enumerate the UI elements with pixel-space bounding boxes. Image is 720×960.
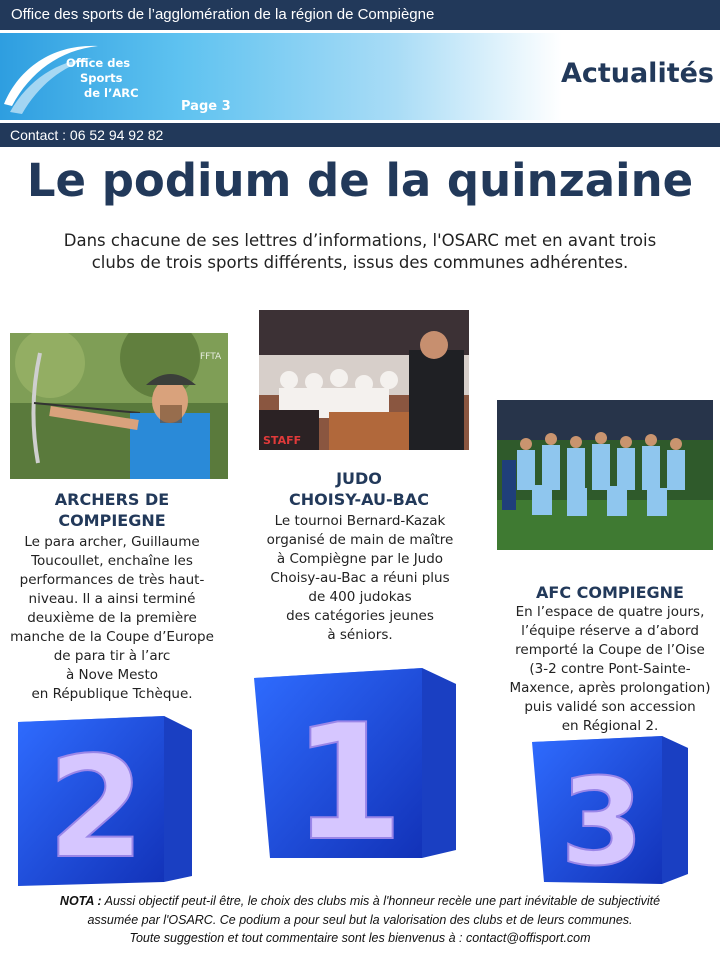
rank-numeral: 1 — [292, 689, 404, 860]
intro-text: Dans chacune de ses lettres d’informations, l'OSARC met en avant trois clubs de trois sports différents, issus des communes adhérentes. — [63, 231, 657, 272]
podium-cube-3 — [530, 736, 690, 886]
note-line — [10, 892, 710, 911]
club-name-line: JUDO — [336, 469, 382, 488]
note-label: NOTA : — [59, 894, 102, 908]
logo-line: de l’ARC — [84, 86, 139, 100]
photo-caption: FFTA — [200, 352, 222, 362]
archer-photo — [10, 333, 228, 479]
desc-line: de 400 judokas — [308, 589, 412, 605]
desc-line: à séniors. — [327, 627, 393, 643]
desc-line: (3-2 contre Pont-Sainte- — [529, 661, 691, 677]
desc-line: niveau. Il a ainsi terminé — [28, 591, 196, 607]
desc-line: performances de très haut- — [19, 572, 205, 588]
contact-bar: Contact : 06 52 94 92 82 — [0, 123, 720, 147]
desc-line: en Régional 2. — [561, 718, 659, 734]
desc-line: puis validé son accession — [524, 699, 696, 715]
judo-photo — [259, 310, 469, 450]
desc-line: organisé de main de maître — [266, 532, 454, 548]
club-name-afc — [510, 582, 710, 603]
rank-numeral: 3 — [560, 754, 644, 886]
club-name-line: CHOISY-AU-BAC — [289, 490, 429, 509]
desc-line: En l’espace de quatre jours, — [515, 604, 705, 620]
podium-cube-1 — [252, 668, 458, 860]
desc-line: à Compiègne par le Judo — [276, 551, 444, 567]
desc-line: en République Tchèque. — [31, 686, 193, 702]
club-name-judo — [264, 468, 454, 510]
club-desc-archers — [2, 533, 222, 704]
desc-line: deuxième de la première — [27, 610, 197, 626]
organisation-bar: Office des sports de l’agglomération de la région de Compiègne — [0, 0, 720, 30]
section-title: Actualités — [560, 58, 714, 89]
note-text: Aussi objectif peut-il être, le choix des clubs mis à l'honneur recèle une part inévitable de subjectivité — [101, 894, 661, 908]
football-team-photo — [497, 400, 713, 550]
club-name-line: ARCHERS DE — [54, 490, 170, 509]
logo-line: Sports — [80, 71, 123, 85]
club-desc-afc — [500, 603, 720, 736]
desc-line: des catégories jeunes — [286, 608, 434, 624]
page-title: Le podium de la quinzaine — [26, 154, 694, 207]
desc-line: manche de la Coupe d’Europe — [10, 629, 214, 645]
logo — [66, 56, 139, 101]
desc-line: remporté la Coupe de l’Oise — [515, 642, 705, 658]
rank-numeral: 2 — [47, 727, 145, 886]
photo-caption: STAFF — [263, 434, 302, 447]
desc-line: Maxence, après prolongation) — [509, 680, 711, 696]
club-desc-judo — [250, 512, 470, 645]
desc-line: de para tir à l’arc — [53, 648, 171, 664]
desc-line: l’équipe réserve a d’abord — [521, 623, 699, 639]
desc-line: Le tournoi Bernard-Kazak — [274, 513, 446, 529]
logo-line: Office des — [66, 56, 131, 70]
note-line: assumée par l'OSARC. Ce podium a pour seul but la valorisation des clubs et de leurs communes. — [87, 912, 633, 927]
club-name-line: AFC COMPIEGNE — [536, 583, 684, 602]
desc-line: à Nove Mesto — [65, 667, 159, 683]
club-name-line: COMPIEGNE — [58, 511, 166, 530]
podium-cube-2 — [16, 716, 196, 886]
note-line: Toute suggestion et tout commentaire sont les bienvenus à : contact@offisport.com — [129, 931, 591, 945]
desc-line: Choisy-au-Bac a réuni plus — [270, 570, 450, 586]
page-number: Page 3 — [181, 99, 231, 114]
desc-line: Toucoullet, enchaîne les — [31, 553, 193, 569]
desc-line: Le para archer, Guillaume — [24, 534, 200, 550]
footer-note — [10, 892, 710, 948]
club-name-archers — [20, 489, 204, 531]
